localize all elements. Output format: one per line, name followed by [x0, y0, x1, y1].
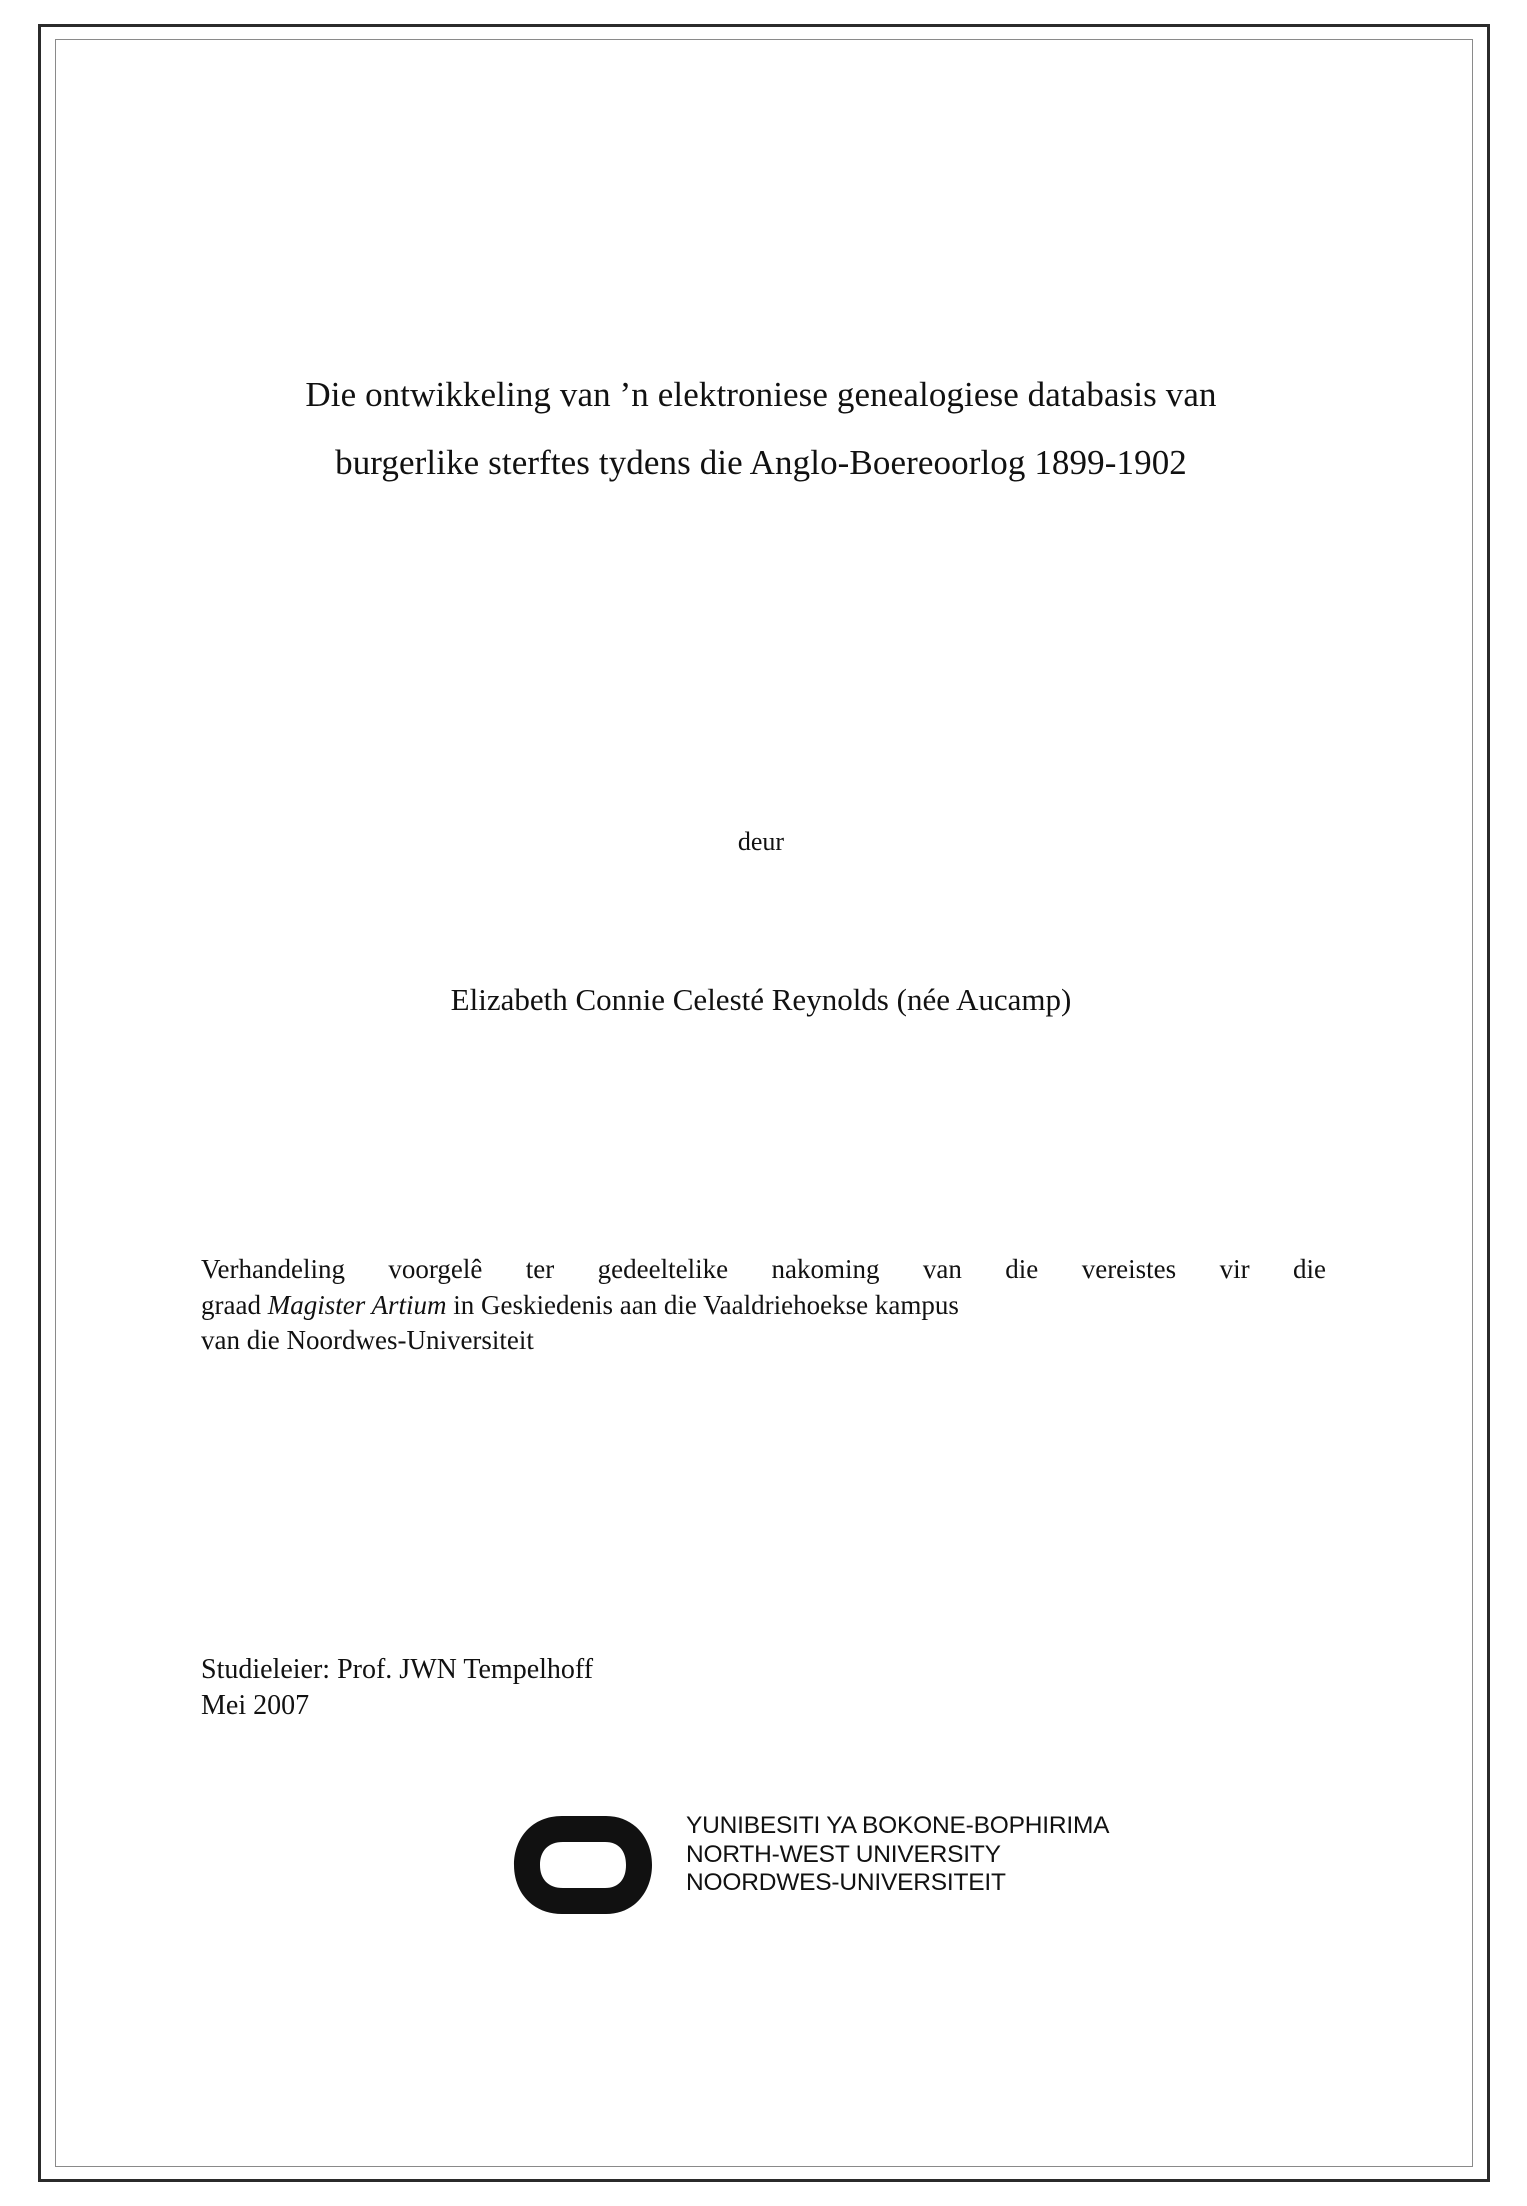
logo-text-line-2: NORTH-WEST UNIVERSITY: [686, 1840, 1001, 1868]
logo-text-line-1: YUNIBESITI YA BOKONE-BOPHIRIMA: [686, 1812, 1110, 1839]
title-line-2: burgerlike sterftes tydens die Anglo-Boereoorlog 1899-1902: [335, 443, 1187, 482]
statement-line-2: [201, 1288, 1326, 1324]
supervisor-and-date: [201, 1652, 1101, 1724]
statement-line-2-pre: graad: [201, 1289, 268, 1320]
by-label: deur: [737, 827, 785, 856]
logo-text-line-3: NOORDWES-UNIVERSITEIT: [686, 1869, 1006, 1897]
page-content: [181, 27, 1341, 2179]
title-line-1: Die ontwikkeling van ’n elektroniese genealogiese databasis van: [305, 375, 1217, 414]
scanned-page: [38, 24, 1490, 2182]
degree-statement: [201, 1252, 1326, 1359]
document-title: [181, 377, 1341, 480]
supervisor-line: Studieleier: Prof. JWN Tempelhoff: [201, 1654, 594, 1685]
author-name: Elizabeth Connie Celesté Reynolds (née Aucamp): [450, 982, 1072, 1017]
date-line: Mei 2007: [201, 1689, 310, 1721]
statement-line-1: Verhandeling voorgelê ter gedeeltelike nakoming van die vereistes vir die: [201, 1254, 1326, 1284]
nwu-logo-icon: [506, 1810, 676, 1920]
university-logo-block: [181, 1802, 1341, 1942]
degree-name: Magister Artium: [267, 1289, 447, 1320]
logo-text: [686, 1812, 1109, 1898]
statement-line-3: van die Noordwes-Universiteit: [201, 1325, 534, 1356]
statement-line-2-post: in Geskiedenis aan die Vaaldriehoekse kampus: [446, 1289, 959, 1320]
